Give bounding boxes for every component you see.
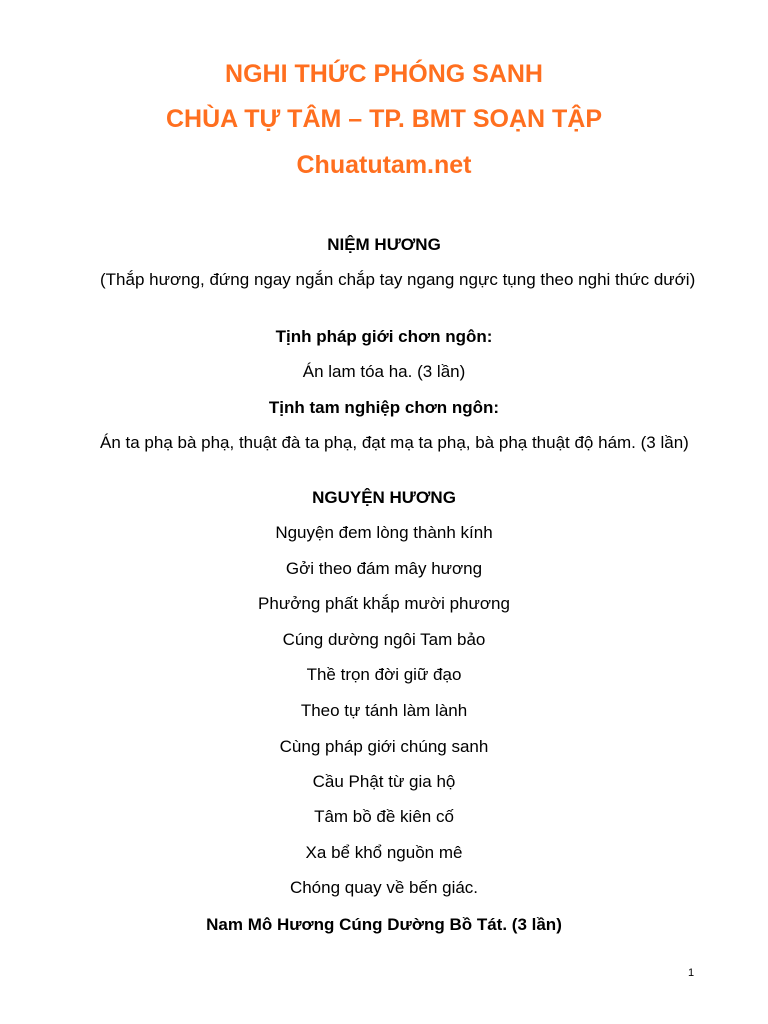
verse-line: Gởi theo đám mây hương: [285, 559, 483, 578]
closing-invocation-count: . (3 lần): [502, 915, 562, 934]
mantra-heading-tinh-phap-gioi: Tịnh pháp giới chơn ngôn:: [275, 327, 493, 346]
section-heading-nguyen-huong: NGUYỆN HƯƠNG: [312, 488, 456, 507]
instruction-paragraph: (Thắp hương, đứng ngay ngắn chắp tay ngang ngực tụng theo nghi thức dưới): [100, 270, 696, 289]
verse-line: Xa bể khổ nguồn mê: [305, 843, 463, 862]
website-name: Chuatutam.net: [296, 151, 472, 179]
mantra-text-tinh-phap-gioi: Án lam tóa ha. (3 lần): [302, 362, 466, 381]
document-title: NGHI THỨC PHÓNG SANH: [225, 60, 543, 88]
verse-line: Phưởng phất khắp mười phương: [258, 594, 510, 613]
verse-line: Theo tự tánh làm lành: [300, 701, 468, 720]
mantra-heading-tinh-tam-nghiep: Tịnh tam nghiệp chơn ngôn:: [268, 398, 500, 417]
closing-invocation-name: Nam Mô Hương Cúng Dường Bồ Tát: [206, 915, 503, 934]
verse-line: Tâm bồ đề kiên cố: [314, 807, 454, 826]
section-heading-niem-huong: NIỆM HƯƠNG: [327, 235, 441, 254]
verse-line: Cúng dường ngôi Tam bảo: [282, 630, 486, 649]
verse-line: Cầu Phật từ gia hộ: [312, 772, 456, 791]
verse-line: Nguyện đem lòng thành kính: [275, 523, 493, 542]
verse-line: Thề trọn đời giữ đạo: [306, 665, 462, 684]
verse-line: Chóng quay về bến giác.: [289, 878, 479, 897]
page-number: 1: [688, 967, 695, 979]
closing-invocation: [0, 915, 768, 935]
document-subtitle: CHÙA TỰ TÂM – TP. BMT SOẠN TẬP: [165, 105, 603, 133]
mantra-text-tinh-tam-nghiep: Án ta phạ bà phạ, thuật đà ta phạ, đạt mạ ta phạ, bà phạ thuật độ hám. (3 lần): [100, 433, 689, 452]
verse-line: Cùng pháp giới chúng sanh: [279, 737, 489, 756]
